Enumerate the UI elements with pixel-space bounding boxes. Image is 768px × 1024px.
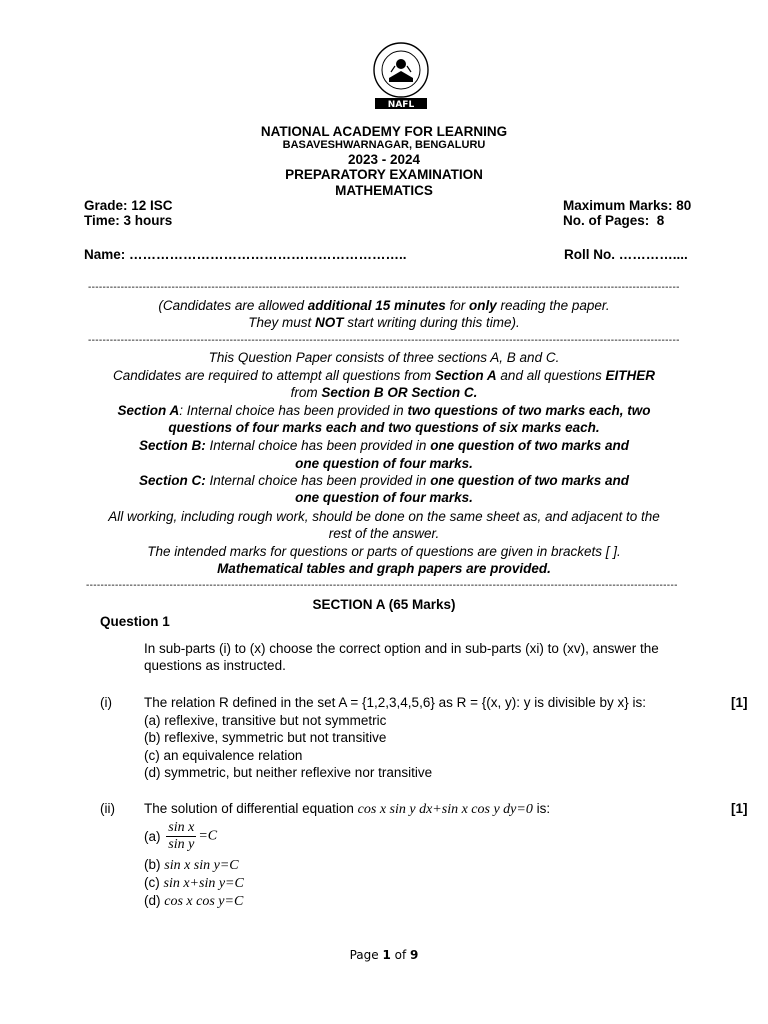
instruction-line: Section B: Internal choice has been provided in one question of two marks and (139, 438, 629, 453)
instruction-line: one question of four marks. (295, 456, 473, 471)
divider-line: ------------------------------------------------------------------------------------------------------------------------------------------------------------------- (88, 335, 680, 346)
page-number: Page 1 of 9 (349, 948, 419, 962)
instruction-line: Candidates are required to attempt all questions from Section A and all questions EITHER (112, 368, 656, 383)
divider-line: ------------------------------------------------------------------------------------------------------------------------------------------------------------------- (88, 282, 680, 293)
time-label: Time: 3 hours (84, 213, 173, 228)
instruction-line: questions of four marks each and two questions of six marks each. (168, 420, 600, 435)
question-intro: questions as instructed. (144, 658, 286, 673)
differential-equation: cos x sin y dx+sin x cos y dy=0 (357, 802, 533, 817)
instruction-line: Section A: Internal choice has been provided in two questions of two marks each, two (117, 403, 651, 418)
name-field: Name: …………………………………………………….. (84, 247, 407, 262)
notice-line-1: (Candidates are allowed additional 15 minutes for only reading the paper. (158, 298, 610, 313)
section-title: SECTION A (65 Marks) (312, 597, 456, 612)
marks-badge: [1] (731, 695, 748, 710)
max-marks-label: Maximum Marks: 80 (563, 198, 692, 213)
option-a: (a) reflexive, transitive but not symmetric (144, 713, 387, 728)
subpart-number: (ii) (100, 801, 115, 816)
instruction-line: from Section B OR Section C. (290, 385, 478, 400)
school-location: BASAVESHWARNAGAR, BENGALURU (282, 139, 486, 151)
option-d: (d) symmetric, but neither reflexive nor transitive (144, 765, 433, 780)
grade-label: Grade: 12 ISC (84, 198, 173, 213)
logo-text: NAFL (387, 100, 415, 110)
option-a: (a) $\frac{\text{sin x}}{\text{sin y}}$ =C (144, 820, 218, 852)
exam-title: PREPARATORY EXAMINATION (285, 167, 483, 182)
option-b: (b) reflexive, symmetric but not transitive (144, 730, 387, 745)
pages-label: No. of Pages: 8 (563, 213, 665, 228)
instruction-line: rest of the answer. (328, 526, 440, 541)
instruction-line: one question of four marks. (295, 490, 473, 505)
option-c: (c) sin x+sin y=C (144, 875, 244, 891)
instruction-line: Section C: Internal choice has been provided in one question of two marks and (139, 473, 629, 488)
instruction-line: Mathematical tables and graph papers are provided. (217, 561, 551, 576)
subject-title: MATHEMATICS (335, 183, 433, 198)
subpart-number: (i) (100, 695, 112, 710)
school-logo (369, 42, 433, 110)
instruction-line: This Question Paper consists of three sections A, B and C. (208, 350, 560, 365)
instruction-line: All working, including rough work, should be done on the same sheet as, and adjacent to the (108, 509, 660, 524)
marks-badge: [1] (731, 801, 748, 816)
option-c: (c) an equivalence relation (144, 748, 303, 763)
subpart-question: The solution of differential equation cos x sin y dx+sin x cos y dy=0 is: (144, 801, 551, 817)
option-b: (b) sin x sin y=C (144, 857, 239, 873)
question-intro: In sub-parts (i) to (x) choose the correct option and in sub-parts (xi) to (xv), answer the (144, 641, 659, 656)
roll-field: Roll No. ………….... (564, 247, 688, 262)
academic-year: 2023 - 2024 (347, 152, 421, 167)
notice-line-2: They must NOT start writing during this time). (248, 315, 520, 330)
divider-line: ------------------------------------------------------------------------------------------------------------------------------------------------------------------- (86, 580, 678, 591)
instruction-line: The intended marks for questions or parts of questions are given in brackets [ ]. (147, 544, 621, 559)
question-heading: Question 1 (100, 614, 170, 629)
option-d: (d) cos x cos y=C (144, 893, 244, 909)
school-name: NATIONAL ACADEMY FOR LEARNING (260, 124, 508, 139)
fraction: $\frac{\text{sin x}}{\text{sin y}}$ (168, 820, 195, 852)
subpart-question: The relation R defined in the set A = {1,2,3,4,5,6} as R = {(x, y): y is divisible by x} is: (144, 695, 647, 710)
